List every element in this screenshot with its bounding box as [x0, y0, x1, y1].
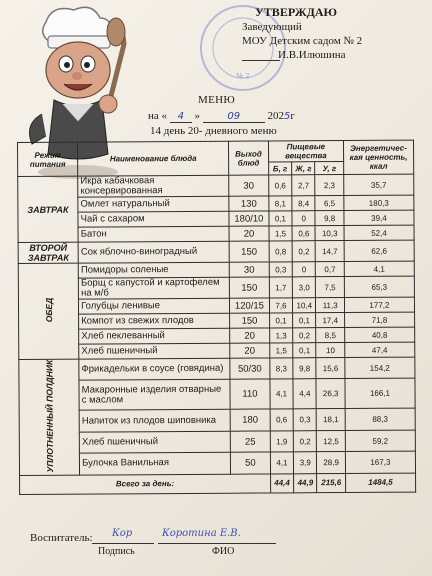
- output-cell: 50/30: [230, 358, 270, 380]
- fat-cell: 2,7: [292, 175, 315, 196]
- header-protein: Б, г: [268, 162, 291, 175]
- protein-cell: 0,8: [269, 241, 292, 262]
- output-cell: 50: [230, 452, 270, 474]
- output-cell: 180/10: [229, 211, 269, 226]
- kcal-cell: 180,3: [344, 195, 414, 210]
- dish-cell: Омлет натуральный: [78, 196, 229, 212]
- signature-line: [92, 543, 154, 544]
- output-cell: 110: [230, 379, 270, 409]
- carbs-cell: 15,6: [316, 358, 345, 380]
- table-row: [18, 276, 414, 299]
- protein-cell: 8,3: [270, 358, 293, 380]
- total-label: Всего за день:: [20, 474, 271, 495]
- fat-cell: 0,1: [293, 313, 316, 328]
- date-month: 09: [227, 111, 241, 122]
- protein-cell: 7,6: [269, 298, 292, 313]
- fio-caption: ФИО: [212, 546, 235, 557]
- carbs-cell: 10,3: [315, 226, 343, 241]
- kcal-cell: 177,2: [344, 297, 414, 312]
- output-cell: 20: [230, 343, 270, 358]
- dish-cell: Хлеб пшеничный: [79, 431, 230, 453]
- educator-signature: Кор: [112, 528, 133, 539]
- dish-cell: Сок яблочно-виноградный: [78, 241, 229, 263]
- kcal-cell: 167,3: [345, 451, 415, 473]
- total-row: [20, 473, 416, 494]
- carbs-cell: 26,3: [316, 379, 345, 409]
- menu-date: [148, 110, 295, 123]
- dish-cell: Напиток из плодов шиповника: [79, 410, 230, 432]
- output-cell: 30: [229, 175, 269, 196]
- fio-line: [158, 543, 276, 544]
- fat-cell: 0,3: [293, 409, 316, 431]
- protein-cell: 0,6: [268, 175, 291, 196]
- fat-cell: 9,8: [293, 358, 316, 380]
- protein-cell: 1,5: [270, 343, 293, 358]
- output-cell: 30: [229, 262, 269, 277]
- output-cell: 20: [229, 226, 269, 241]
- approval-position: Заведующий: [242, 21, 302, 33]
- protein-cell: 0,1: [269, 313, 292, 328]
- fat-cell: 4,4: [293, 379, 317, 409]
- menu-table-body: [18, 174, 416, 494]
- menu-subtitle: 14 день 20- дневного меню: [150, 125, 277, 137]
- header-carbs: У, г: [315, 162, 343, 175]
- table-row: [18, 240, 414, 263]
- meal-cell: [18, 242, 78, 263]
- carbs-cell: 8,5: [316, 328, 344, 343]
- header-output: Выход блюд: [229, 141, 269, 175]
- protein-cell: 0,3: [269, 262, 292, 277]
- date-day: 4: [177, 111, 184, 122]
- header-kcal: Энергетичес-кая ценность, ккал: [343, 140, 413, 174]
- fat-cell: 0,2: [293, 430, 316, 452]
- fat-cell: 0: [292, 262, 315, 277]
- fat-cell: 0,6: [292, 226, 315, 241]
- table-row: [19, 408, 415, 432]
- output-cell: 130: [229, 196, 269, 211]
- output-cell: 20: [230, 328, 270, 343]
- table-row: [19, 430, 415, 454]
- fat-cell: 3,9: [294, 452, 317, 474]
- header-fat: Ж, г: [292, 162, 315, 175]
- protein-cell: 8,1: [269, 196, 292, 211]
- dish-cell: Хлеб пеклеванный: [79, 328, 230, 344]
- meal-label: ЗАВТРАК: [27, 204, 69, 215]
- output-cell: 25: [230, 431, 270, 453]
- header-dish: Наименование блюда: [78, 141, 229, 176]
- date-year-hand: 5: [284, 111, 291, 122]
- dish-cell: Батон: [78, 226, 229, 242]
- approval-signature-line: [242, 60, 280, 61]
- carbs-cell: 0,7: [316, 262, 344, 277]
- carbs-cell: 9,8: [315, 211, 343, 226]
- total-carbs: 215,6: [317, 473, 346, 492]
- protein-cell: 4,1: [270, 452, 293, 474]
- fat-cell: 3,0: [292, 277, 315, 298]
- protein-cell: 1,9: [270, 431, 293, 453]
- date-prefix: на «: [148, 110, 168, 122]
- kcal-cell: 88,3: [345, 408, 415, 430]
- kcal-cell: 52,4: [344, 225, 414, 240]
- output-cell: 180: [230, 409, 270, 431]
- kcal-cell: 47,4: [345, 342, 415, 357]
- dish-cell: Голубцы ленивые: [79, 298, 230, 314]
- output-cell: 150: [229, 241, 269, 262]
- header-nutrients: Пищевые вещества: [268, 141, 343, 162]
- meal-cell: [19, 359, 80, 475]
- total-fat: 44,9: [294, 473, 317, 492]
- meal-label: УПЛОТНЕННЫЙ ПОЛДНИК: [43, 359, 55, 473]
- protein-cell: 1,3: [269, 328, 292, 343]
- carbs-cell: 11,3: [316, 298, 344, 313]
- dish-cell: Компот из свежих плодов: [79, 313, 230, 329]
- kcal-cell: 65,3: [344, 276, 414, 297]
- protein-cell: 1,5: [269, 226, 292, 241]
- fat-cell: 0,2: [292, 241, 315, 262]
- approval-title: УТВЕРЖДАЮ: [255, 5, 338, 19]
- kcal-cell: 4,1: [344, 261, 414, 276]
- carbs-cell: 18,1: [317, 409, 346, 431]
- carbs-cell: 2,3: [315, 175, 344, 196]
- date-suffix: г: [290, 110, 295, 122]
- fat-cell: 8,4: [292, 196, 315, 211]
- signature-caption: Подпись: [98, 546, 135, 557]
- output-cell: 150: [229, 277, 269, 298]
- carbs-cell: 17,4: [316, 313, 344, 328]
- kcal-cell: 71,8: [344, 312, 414, 327]
- output-cell: 150: [230, 313, 270, 328]
- dish-cell: Икра кабачковая консервированная: [78, 175, 229, 197]
- protein-cell: 0,1: [269, 211, 292, 226]
- header-meal: Режим питания: [18, 142, 78, 176]
- meal-cell: [18, 176, 79, 242]
- fat-cell: 0,2: [293, 328, 316, 343]
- carbs-cell: 28,9: [317, 452, 346, 474]
- table-row: [18, 174, 414, 197]
- carbs-cell: 10: [316, 343, 344, 358]
- protein-cell: 0,6: [270, 409, 293, 431]
- dish-cell: Чай с сахаром: [78, 211, 229, 227]
- dish-cell: Булочка Ванильная: [80, 452, 231, 474]
- meal-label: ОБЕД: [43, 298, 54, 323]
- total-kcal: 1484,5: [345, 473, 415, 492]
- table-row: [19, 451, 415, 475]
- meal-cell: [18, 263, 79, 359]
- total-protein: 44,4: [270, 473, 293, 492]
- approval-signer: И.В.Илюшина: [278, 49, 346, 61]
- output-cell: 120/15: [230, 298, 270, 313]
- carbs-cell: 14,7: [316, 241, 345, 262]
- educator-label: Воспитатель:: [30, 532, 93, 544]
- dish-cell: Помидоры соленые: [78, 262, 229, 278]
- svg-text:№ 2: № 2: [236, 72, 250, 80]
- menu-title: МЕНЮ: [198, 94, 235, 106]
- kcal-cell: 35,7: [344, 174, 414, 195]
- dish-cell: Фрикадельки в соусе (говядина): [79, 358, 230, 380]
- menu-table: [17, 140, 416, 495]
- fat-cell: 0,1: [293, 343, 316, 358]
- carbs-cell: 12,5: [317, 430, 346, 452]
- protein-cell: 4,1: [270, 379, 294, 409]
- footer-educator: [30, 532, 93, 544]
- carbs-cell: 7,5: [316, 277, 345, 298]
- dish-cell: Макаронные изделия отварные с маслом: [79, 380, 230, 411]
- fat-cell: 10,4: [293, 298, 316, 313]
- kcal-cell: 166,1: [345, 378, 415, 408]
- kcal-cell: 40,8: [344, 327, 414, 342]
- kcal-cell: 154,2: [345, 357, 415, 379]
- meal-label: ВТОРОЙ ЗАВТРАК: [27, 242, 69, 263]
- date-close: »: [194, 110, 201, 122]
- date-year-prefix: 202: [267, 110, 285, 122]
- dish-cell: Хлеб пшеничный: [79, 343, 230, 359]
- educator-name: Коротина Е.В.: [162, 528, 241, 539]
- kcal-cell: 62,6: [344, 240, 414, 261]
- approval-organization: МОУ Детским садом № 2: [242, 35, 363, 47]
- carbs-cell: 6,5: [315, 196, 343, 211]
- kcal-cell: 39,4: [344, 210, 414, 225]
- table-row: [19, 357, 415, 381]
- table-row: [19, 378, 415, 410]
- dish-cell: Борщ с капустой и картофелем на м/б: [78, 277, 229, 299]
- fat-cell: 0: [292, 211, 315, 226]
- protein-cell: 1,7: [269, 277, 292, 298]
- kcal-cell: 59,2: [345, 430, 415, 452]
